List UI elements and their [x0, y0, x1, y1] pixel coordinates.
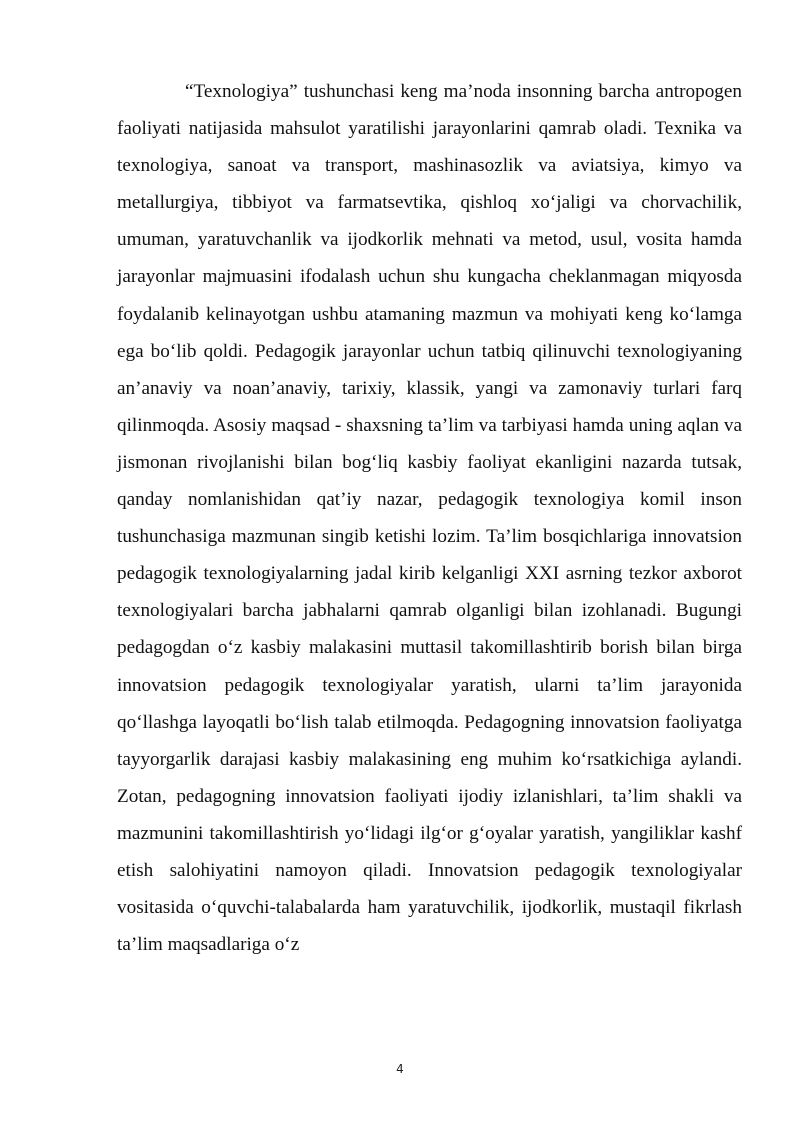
- body-paragraph: “Texnologiya” tushunchasi keng ma’noda insonning barcha antropogen faoliyati natijasida mahsulot yaratilishi jarayonlarini qamrab oladi. Texnika va texnologiya, sanoat va transport, mashinasozlik va aviatsiya, kimyo va metallurgiya, tibbiyot va farmatsevtika, qishloq xo‘jaligi va chorvachilik, umuman, yaratuvchanlik va ijodkorlik mehnati va metod, usul, vosita hamda jarayonlar majmuasini ifodalash uchun shu kungacha cheklanmagan miqyosda foydalanib kelinayotgan ushbu atamaning mazmun va mohiyati keng ko‘lamga ega bo‘lib qoldi. Pedagogik jarayonlar uchun tatbiq qilinuvchi texnologiyaning an’anaviy va noan’anaviy, tarixiy, klassik, yangi va zamonaviy turlari farq qilinmoqda. Asosiy maqsad - shaxsning ta’lim va tarbiyasi hamda uning aqlan va jismonan rivojlanishi bilan bog‘liq kasbiy faoliyat ekanligini nazarda tutsak, qanday nomlanishidan qat’iy nazar, pedagogik texnologiya komil inson tushunchasiga mazmunan singib ketishi lozim. Ta’lim bosqichlariga innovatsion pedagogik texnologiyalarning jadal kirib kelganligi XXI asrning tezkor axborot texnologiyalari barcha jabhalarni qamrab olganligi bilan izohlanadi. Bugungi pedagogdan o‘z kasbiy malakasini muttasil takomillashtirib borish bilan birga innovatsion pedagogik texnologiyalar yaratish, ularni ta’lim jarayonida qo‘llashga layoqatli bo‘lish talab etilmoqda. Pedagogning innovatsion faoliyatga tayyorgarlik darajasi kasbiy malakasining eng muhim ko‘rsatkichiga aylandi. Zotan, pedagogning innovatsion faoliyati ijodiy izlanishlari, ta’lim shakli va mazmunini takomillashtirish yo‘lidagi ilg‘or g‘oyalar yaratish, yangiliklar kashf etish salohiyatini namoyon qiladi. Innovatsion pedagogik texnologiyalar vositasida o‘quvchi-talabalarda ham yaratuvchilik, ijodkorlik, mustaqil fikrlash ta’lim maqsadlariga o‘z: [117, 81, 742, 956]
- page-number: 4: [396, 1062, 404, 1076]
